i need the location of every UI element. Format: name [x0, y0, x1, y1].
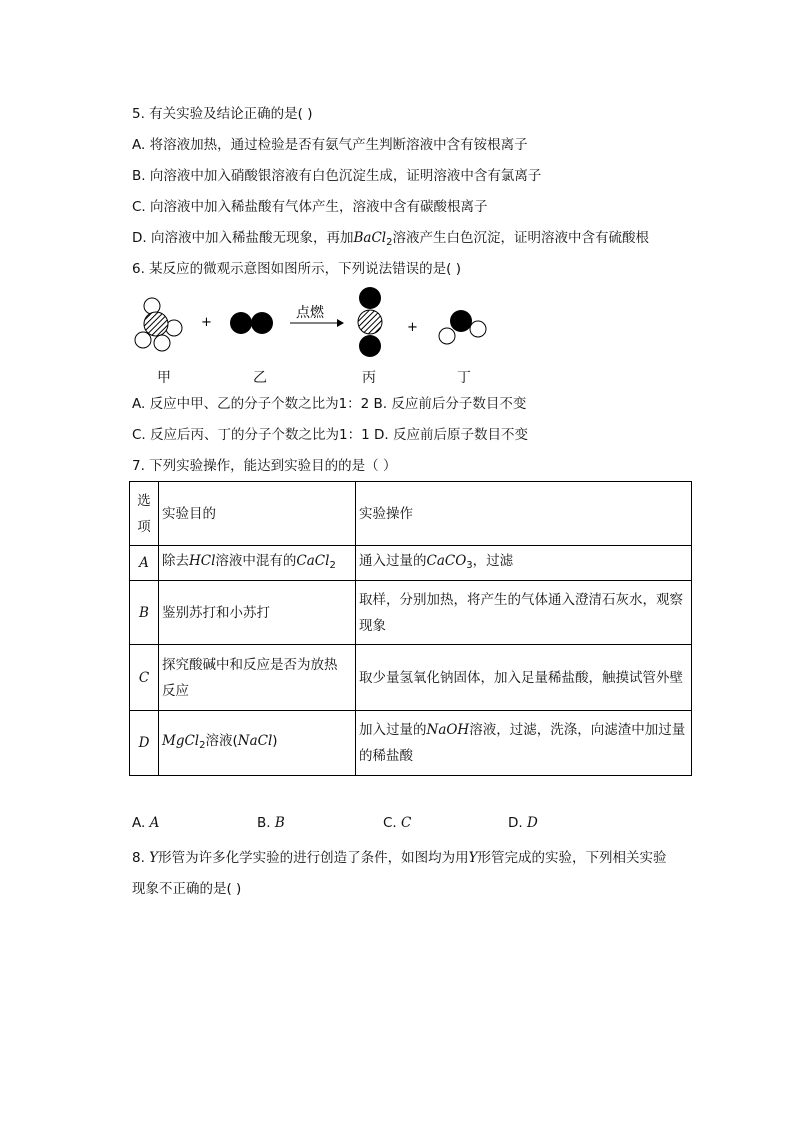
q7-choice-c: C. C — [383, 815, 412, 831]
q7-table — [129, 481, 692, 776]
q5-option-a: A. 将溶液加热，通过检验是否有氨气产生判断溶液中含有铵根离子 — [132, 137, 528, 153]
q5-option-c: C. 向溶液中加入稀盐酸有气体产生，溶液中含有碳酸根离子 — [132, 199, 488, 215]
row-option: C — [130, 645, 159, 711]
q5-d-sub: 2 — [386, 237, 393, 248]
row-option: D — [130, 711, 159, 776]
label-yi: 乙 — [253, 370, 267, 386]
table-row — [130, 645, 692, 711]
arrow-label: 点燃 — [296, 305, 324, 321]
row-goal: 鉴别苏打和小苏打 — [159, 581, 356, 645]
q8-stem-line1: 8. Y形管为许多化学实验的进行创造了条件，如图均为用Y形管完成的实验，下列相关实验 — [132, 850, 667, 866]
row-goal: 探究酸碱中和反应是否为放热 反应 — [159, 645, 356, 711]
q5-d-pre: D. 向溶液中加入稀盐酸无现象，再加 — [132, 230, 354, 246]
header-operation: 实验操作 — [356, 482, 692, 546]
row-operation: 取少量氢氧化钠固体，加入足量稀盐酸，触摸试管外壁 — [356, 645, 692, 711]
header-option: 选 项 — [130, 482, 159, 546]
row-goal: 除去HCl溶液中混有的CaCl$_2$ — [159, 546, 356, 581]
plus-sign-1: + — [201, 315, 212, 330]
molecule-ding — [439, 310, 486, 344]
q5-d-post: 溶液产生白色沉淀，证明溶液中含有硫酸根 — [392, 230, 649, 246]
row-operation: 加入过量的NaOH溶液，过滤，洗涤，向滤渣中加过量 的稀盐酸 — [356, 711, 692, 776]
label-jia: 甲 — [157, 370, 171, 386]
q7-choice-a: A. A — [132, 815, 160, 831]
reaction-diagram — [0, 0, 794, 400]
q5-d-formula: BaCl — [353, 230, 387, 246]
molecule-bing — [358, 287, 382, 357]
molecule-yi — [230, 312, 273, 334]
q7-choice-d: D. D — [508, 815, 538, 831]
table-row — [130, 711, 692, 776]
q6-options-cd: C. 反应后丙、丁的分子个数之比为1：1 D. 反应前后原子数目不变 — [132, 427, 528, 443]
header-goal: 实验目的 — [159, 482, 356, 546]
molecule-jia — [135, 298, 182, 351]
table-row — [130, 581, 692, 645]
table-row — [130, 546, 692, 581]
q5-stem: 5. 有关实验及结论正确的是( ) — [132, 106, 313, 122]
row-operation: 通入过量的CaCO$_3$，过滤 — [356, 546, 692, 581]
label-ding: 丁 — [457, 370, 471, 386]
row-option: A — [130, 546, 159, 581]
row-goal: MgCl$_2$溶液(NaCl) — [159, 711, 356, 776]
q7-choice-b: B. B — [257, 815, 285, 831]
q8-stem-line2: 现象不正确的是( ) — [132, 881, 242, 897]
row-option: B — [130, 581, 159, 645]
label-bing: 丙 — [362, 370, 376, 386]
q6-options-ab: A. 反应中甲、乙的分子个数之比为1：2 B. 反应前后分子数目不变 — [132, 396, 527, 412]
plus-sign-2: + — [407, 320, 418, 335]
q7-stem: 7. 下列实验操作，能达到实验目的的是（ ） — [132, 458, 397, 474]
q5-option-b: B. 向溶液中加入硝酸银溶液有白色沉淀生成，证明溶液中含有氯离子 — [132, 168, 542, 184]
q6-stem: 6. 某反应的微观示意图如图所示，下列说法错误的是( ) — [132, 261, 461, 277]
row-operation: 取样，分别加热，将产生的气体通入澄清石灰水，观察 现象 — [356, 581, 692, 645]
table-header-row — [130, 482, 692, 546]
